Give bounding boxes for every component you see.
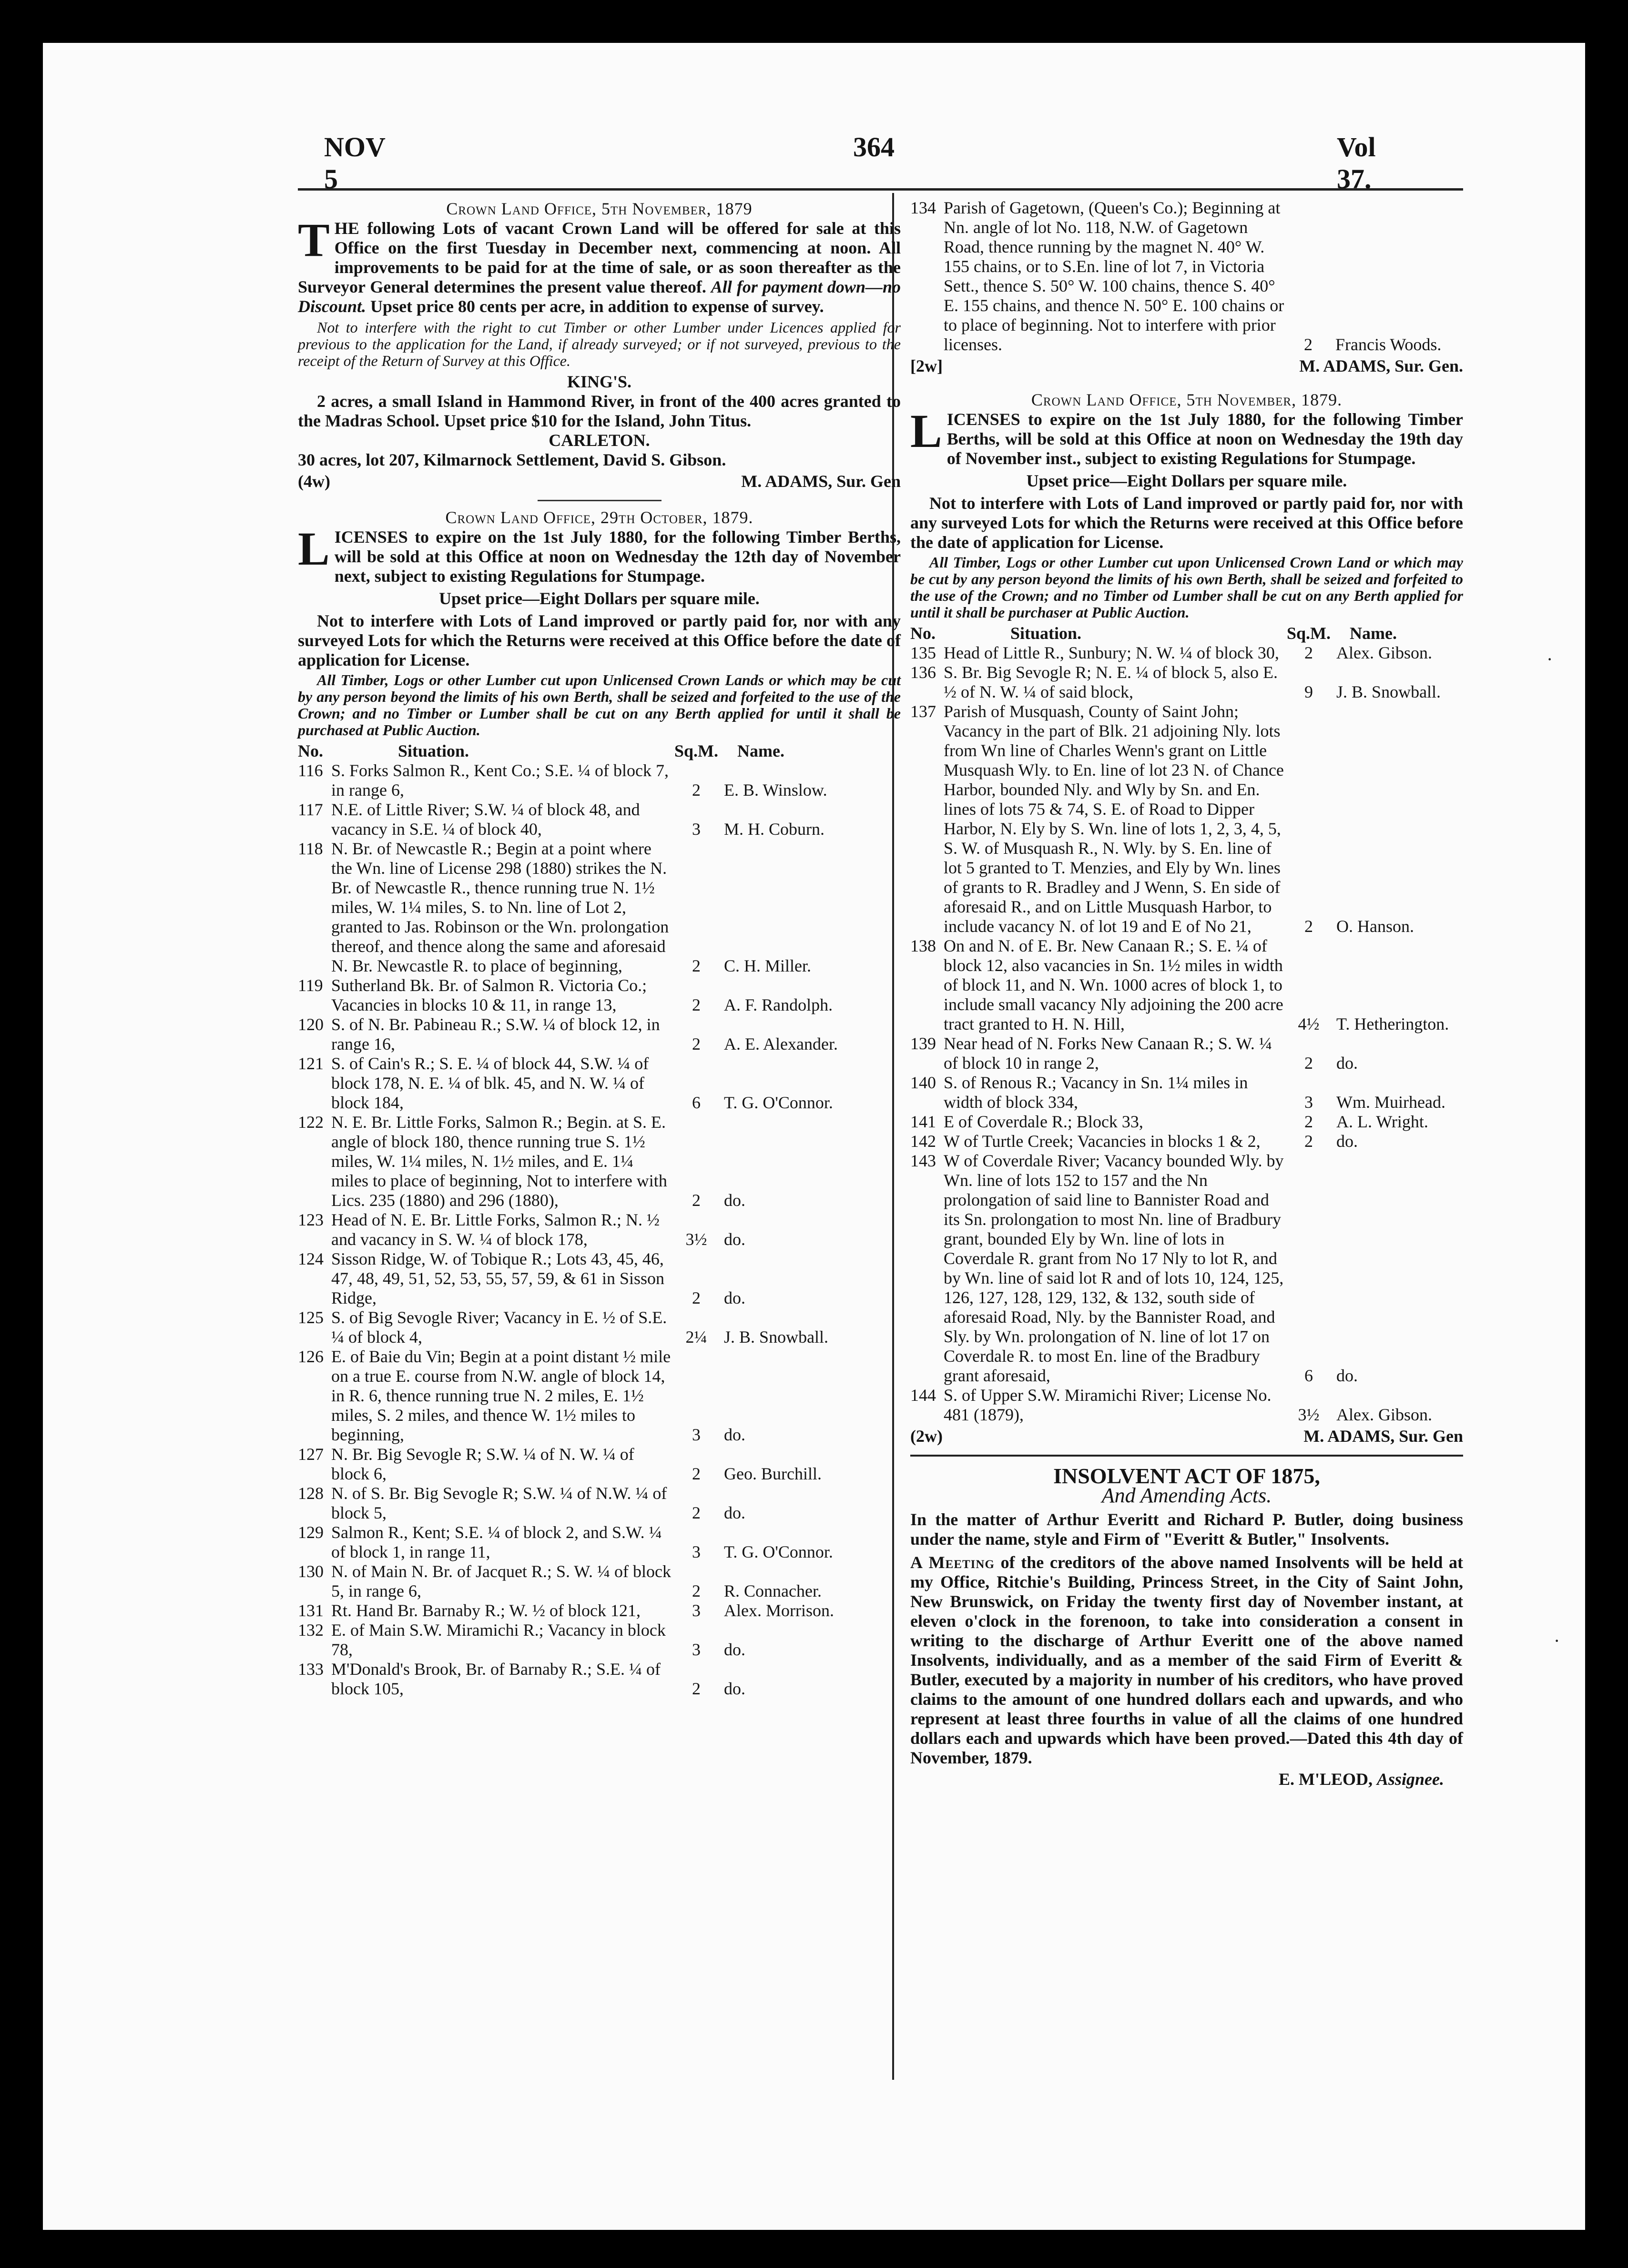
notice-land-sale-body-end: Upset price 80 cents per acre, in addition to expense of survey.: [370, 297, 824, 316]
notice-timber-nov-body: ICENSES to expire on the 1st July 1880, for the following Timber Berths, will be sold at this Office at noon on Wednesday the 19th day of November inst., subject to existing Regulations for Stumpage.: [946, 410, 1463, 468]
county-kings: KING'S.: [567, 372, 632, 391]
notice-timber-oct-upset: Upset price—Eight Dollars per square mile.: [439, 589, 760, 608]
table-row: [298, 800, 901, 839]
page-number: 364: [853, 132, 895, 162]
notice-timber-nov-interfere: Not to interfere with Lots of Land improved or partly paid for, nor with any surveyed Lots for which the Returns were received at this Office before the date of application for License.: [910, 494, 1463, 552]
table-row: [910, 936, 1463, 1034]
notice-timber-nov-italic-note: All Timber, Logs or other Lumber cut upon Unlicensed Crown Land or which may be cut by any person beyond the limits of his own Berth, shall be seized and forfeited to the use of the Crown; and no Timber od Lumber shall be cut on any Berth applied for until it shall be purchaser at Public Auction.: [910, 554, 1463, 621]
notice-timber-oct-insertion: [2w]: [910, 356, 943, 375]
berth-name: do.: [1336, 1132, 1358, 1151]
berth-name: do.: [1336, 1053, 1358, 1073]
berth-name: Wm. Muirhead.: [1336, 1093, 1445, 1112]
berth-sq-miles: 3: [1304, 1093, 1313, 1112]
table-header-row: [910, 624, 1463, 643]
berth-number: 127: [298, 1445, 324, 1464]
berth-sq-miles: 6: [1304, 1366, 1313, 1385]
berth-number: 135: [910, 643, 936, 662]
table-row: [298, 1054, 901, 1113]
berth-number: 119: [298, 976, 323, 995]
berth-number: 133: [298, 1660, 324, 1679]
header-date: NOV 5: [324, 132, 385, 194]
berth-sq-miles: 3½: [1298, 1405, 1320, 1424]
berth-name: Francis Woods.: [1335, 335, 1442, 354]
berth-number: 139: [910, 1034, 936, 1053]
berth-sq-miles: 2: [692, 1288, 701, 1307]
column-header-situation: Situation.: [1010, 624, 1082, 643]
berth-sq-miles: 2: [692, 1191, 701, 1210]
table-row: [910, 702, 1463, 936]
table-row: [298, 1620, 901, 1660]
column-header-name: Name.: [737, 741, 784, 760]
notice-timber-oct-signature: M. ADAMS, Sur. Gen.: [1299, 356, 1463, 375]
berth-name: do.: [724, 1640, 746, 1659]
berth-sq-miles: 2: [1304, 1112, 1313, 1131]
berth-number: 122: [298, 1113, 324, 1132]
berth-sq-miles: 2: [692, 1679, 701, 1698]
table-row: [910, 663, 1463, 702]
table-row: [298, 1015, 901, 1054]
berth-number: 129: [298, 1523, 324, 1542]
insolvent-meeting-lead: A Meeting: [910, 1553, 995, 1572]
berth-number: 126: [298, 1347, 324, 1366]
notice-timber-nov: [886, 390, 1463, 1446]
berth-name: Alex. Morrison.: [724, 1601, 834, 1620]
berth-situation: Salmon R., Kent; S.E. ¼ of block 2, and S.W. ¼ of block 1, in range 11,: [331, 1523, 662, 1561]
insolvent-subtitle: And Amending Acts.: [1101, 1484, 1272, 1507]
berth-sq-miles: 2: [692, 1581, 701, 1600]
berth-number: 117: [298, 800, 323, 819]
berth-number: 132: [298, 1620, 324, 1640]
berth-sq-miles: 3: [692, 1601, 701, 1620]
berth-name: E. B. Winslow.: [724, 780, 827, 800]
notice-timber-nov-dropcap: L: [910, 405, 942, 457]
table-row: [298, 1445, 901, 1484]
berth-number: 143: [910, 1151, 936, 1170]
notice-land-sale-office-date: Crown Land Office, 5th November, 1879: [446, 199, 753, 218]
berth-situation: S. of N. Br. Pabineau R.; S.W. ¼ of block 12, in range 16,: [331, 1015, 660, 1053]
section-rule: [538, 500, 661, 501]
table-row: [910, 1073, 1463, 1112]
scan-speck: ·: [1547, 648, 1553, 670]
berth-number: 125: [298, 1308, 324, 1327]
berth-name: J. B. Snowball.: [724, 1327, 829, 1347]
berth-name: T. Hetherington.: [1336, 1014, 1449, 1033]
column-header-sq: Sq.M.: [1287, 624, 1331, 643]
berth-situation: S. of Cain's R.; S. E. ¼ of block 44, S.W. ¼ of block 178, N. E. ¼ of blk. 45, and N. W. ¼ of block 184,: [331, 1054, 649, 1112]
berth-number: 131: [298, 1601, 324, 1620]
berth-number: 137: [910, 702, 936, 721]
column-header-name: Name.: [1350, 624, 1397, 643]
scan-speck: ·: [1554, 1630, 1560, 1651]
county-carleton: CARLETON.: [549, 431, 650, 450]
berth-name: T. G. O'Connor.: [724, 1542, 833, 1561]
notice-land-sale-insertion: (4w): [298, 472, 330, 491]
berth-situation: N. Br. Big Sevogle R; S.W. ¼ of N. W. ¼ of block 6,: [331, 1445, 634, 1483]
table-row: [298, 839, 901, 976]
berth-number: 124: [298, 1249, 324, 1268]
berth-situation: N.E. of Little River; S.W. ¼ of block 48, and vacancy in S.E. ¼ of block 40,: [331, 800, 640, 839]
table-row: [910, 1132, 1463, 1151]
berth-situation: Sisson Ridge, W. of Tobique R.; Lots 43, 45, 46, 47, 48, 49, 51, 52, 53, 55, 57, 59, & 61 in Sisson Ridge,: [331, 1249, 665, 1307]
notice-timber-nov-insertion: (2w): [910, 1427, 943, 1446]
berth-sq-miles: 6: [692, 1093, 701, 1112]
lot-carleton: 30 acres, lot 207, Kilmarnock Settlement, David S. Gibson.: [298, 450, 726, 469]
berth-number: 134: [910, 198, 936, 217]
berth-situation: On and N. of E. Br. New Canaan R.; S. E. ¼ of block 12, also vacancies in Sn. 1½ miles in width of block 11, and N. Wn. 1000 acres of block 1, to include small vacancy Nly adjoining the 200 acre tract granted to H. N. Hill,: [944, 936, 1283, 1033]
column-header-sq: Sq.M.: [674, 741, 719, 760]
berth-number: 120: [298, 1015, 324, 1034]
timber-berths-oct-table: [298, 741, 901, 1699]
berth-sq-miles: 2: [692, 780, 701, 800]
berth-situation: Parish of Gagetown, (Queen's Co.); Beginning at Nn. angle of lot No. 118, N.W. of Gagetown Road, thence running by the magnet N. 40° W. 155 chains, or to S.En. line of lot 7, in Victoria Sett., thence S. 50° W. 100 chains, thence S. 40° E. 155 chains, and thence N. 50° E. 100 chains or to place of beginning. Not to interfere with prior licenses.: [944, 198, 1284, 354]
table-row: [298, 976, 901, 1015]
table-row: [298, 1347, 901, 1445]
berth-situation: W of Turtle Creek; Vacancies in blocks 1 & 2,: [944, 1132, 1261, 1151]
column-header-no: No.: [298, 741, 323, 760]
berth-situation: Head of Little R., Sunbury; N. W. ¼ of block 30,: [944, 643, 1279, 662]
berth-number: 138: [910, 936, 936, 955]
berth-name: A. F. Randolph.: [724, 995, 833, 1014]
berth-situation: N. E. Br. Little Forks, Salmon R.; Begin. at S. E. angle of block 180, thence running true S. 1½ miles, W. 1¼ miles, N. 1½ miles, and E. 1¼ miles to place of beginning, Not to interfere with Lics. 235 (1880) and 296 (1880),: [331, 1113, 667, 1210]
berth-name: do.: [724, 1679, 746, 1698]
berth-name: J. B. Snowball.: [1336, 682, 1441, 701]
table-header-row: [298, 741, 901, 761]
berth-number: 136: [910, 663, 936, 682]
berth-sq-miles: 3½: [685, 1230, 707, 1249]
notice-timber-oct-italic-note: All Timber, Logs or other Lumber cut upon Unlicensed Crown Lands or which may be cut by any person beyond the limits of his own Berth, shall be seized and forfeited to the use of the Crown; and no Timber or Lumber shall be cut on any Berth applied for until it shall be purchased at Public Auction.: [298, 671, 901, 739]
lot-kings: 2 acres, a small Island in Hammond River, in front of the 400 acres granted to the Madras School. Upset price $10 for the Island, John Titus.: [298, 392, 901, 430]
right-column: [886, 195, 1463, 1789]
berth-name: Geo. Burchill.: [724, 1464, 822, 1483]
berth-number: 121: [298, 1054, 324, 1073]
notice-land-sale-dropcap: T: [298, 213, 330, 266]
table-row: [298, 1562, 901, 1601]
berth-sq-miles: 9: [1304, 682, 1313, 701]
berth-situation: S. of Big Sevogle River; Vacancy in E. ½ of S.E. ¼ of block 4,: [331, 1308, 667, 1347]
berth-sq-miles: 3: [692, 820, 701, 839]
berth-number: 130: [298, 1562, 324, 1581]
berth-sq-miles: 2: [692, 1034, 701, 1053]
table-row: [298, 1210, 901, 1249]
timber-berths-oct-table-continued: [910, 198, 1463, 354]
table-row: [298, 1113, 901, 1210]
berth-name: T. G. O'Connor.: [724, 1093, 833, 1112]
berth-number: 142: [910, 1132, 936, 1151]
notice-land-sale-italic-note: Not to interfere with the right to cut Timber or other Lumber under Licences applied for previous to the application for the Land, if already surveyed; or if not surveyed, previous to the receipt of the Return of Survey at this Office.: [298, 319, 901, 369]
berth-situation: Rt. Hand Br. Barnaby R.; W. ½ of block 121,: [331, 1601, 641, 1620]
volume-number: Vol 37.: [1337, 132, 1376, 194]
berth-number: 118: [298, 839, 323, 858]
notice-land-sale: [298, 199, 901, 491]
berth-name: A. L. Wright.: [1336, 1112, 1428, 1131]
notice-timber-nov-upset: Upset price—Eight Dollars per square mile.: [1026, 471, 1347, 490]
table-row: [910, 1112, 1463, 1132]
insolvent-signer: E. M'LEOD,: [1278, 1770, 1373, 1789]
header-rule: [298, 188, 1463, 191]
berth-situation: N. of Main N. Br. of Jacquet R.; S. W. ¼ of block 5, in range 6,: [331, 1562, 671, 1600]
notice-timber-oct-dropcap: L: [298, 522, 330, 575]
berth-situation: Head of N. E. Br. Little Forks, Salmon R.; N. ½ and vacancy in S. W. ¼ of block 178,: [331, 1210, 660, 1249]
insolvent-matter: In the matter of Arthur Everitt and Richard P. Butler, doing business under the name, style and Firm of "Everitt & Butler," Insolvents.: [910, 1510, 1463, 1549]
berth-situation: S. of Renous R.; Vacancy in Sn. 1¼ miles in width of block 334,: [944, 1073, 1248, 1112]
berth-name: do.: [724, 1230, 746, 1249]
berth-sq-miles: 2: [692, 995, 701, 1014]
berth-sq-miles: 3: [692, 1542, 701, 1561]
notice-timber-oct-interfere: Not to interfere with Lots of Land improved or partly paid for, nor with any surveyed Lots for which the Returns were received at this Office before the date of application for License.: [298, 611, 901, 669]
table-row: [298, 1660, 901, 1699]
insolvent-signer-title: Assignee.: [1376, 1770, 1444, 1789]
table-row: [910, 1034, 1463, 1073]
column-header-situation: Situation.: [398, 741, 469, 760]
berth-situation: E. of Baie du Vin; Begin at a point distant ½ mile on a true E. course from N.W. angle of block 14, in R. 6, thence running true N. 2 miles, E. 1½ miles, S. 2 miles, and thence W. 1½ miles to beginning,: [331, 1347, 671, 1444]
berth-name: Alex. Gibson.: [1336, 1405, 1433, 1424]
left-column: [298, 195, 901, 1707]
berth-name: R. Connacher.: [724, 1581, 822, 1600]
berth-situation: S. Forks Salmon R., Kent Co.; S.E. ¼ of block 7, in range 6,: [331, 761, 669, 800]
berth-name: do.: [724, 1425, 746, 1444]
table-row: [910, 198, 1463, 354]
table-row: [298, 1308, 901, 1347]
berth-number: 128: [298, 1484, 324, 1503]
berth-sq-miles: 2¼: [685, 1327, 707, 1347]
berth-situation: E. of Main S.W. Miramichi R.; Vacancy in block 78,: [331, 1620, 666, 1659]
notice-timber-oct-office-date: Crown Land Office, 29th October, 1879.: [445, 508, 753, 527]
berth-situation: W of Coverdale River; Vacancy bounded Wly. by Wn. line of lots 152 to 157 and the Nn prolongation of said line to Bannister Road and its Sn. prolongation to most Nn. line of Bradbury grant, bounded Ely by Wn. line of lots in Coverdale R. grant from No 17 Nly to lot R, and by Wn. line of said lot R and of lots 10, 124, 125, 126, 127, 128, 129, 132, & 132, south side of aforesaid Road, Nly. by the Bannister Road, and Sly. by Wn. prolongation of N. line of lot 17 on Coverdale R. to most En. line of the Bradbury grant aforesaid,: [944, 1151, 1284, 1385]
berth-situation: Sutherland Bk. Br. of Salmon R. Victoria Co.; Vacancies in blocks 10 & 11, in range 13,: [331, 976, 647, 1014]
notice-land-sale-signature: M. ADAMS, Sur. Gen: [741, 472, 901, 491]
notice-timber-oct-continued: [886, 198, 1463, 376]
berth-number: 123: [298, 1210, 324, 1229]
berth-name: O. Hanson.: [1336, 917, 1414, 936]
berth-situation: S. of Upper S.W. Miramichi River; License No. 481 (1879),: [944, 1386, 1272, 1424]
berth-number: 144: [910, 1386, 936, 1405]
scanned-page: [43, 43, 1585, 2230]
notice-land-sale-body: HE following Lots of vacant Crown Land will be offered for sale at this Office on the first Tuesday in December next, commencing at noon. All improvements to be paid for at the time of sale, or as soon thereafter as the Surveyor General determines the present value thereof.: [298, 219, 901, 296]
berth-situation: S. Br. Big Sevogle R; N. E. ¼ of block 5, also E. ½ of N. W. ¼ of said block,: [944, 663, 1278, 701]
berth-sq-miles: 2: [1304, 1053, 1313, 1073]
berth-situation: M'Donald's Brook, Br. of Barnaby R.; S.E. ¼ of block 105,: [331, 1660, 661, 1698]
berth-name: A. E. Alexander.: [724, 1034, 838, 1053]
notice-timber-oct-body: ICENSES to expire on the 1st July 1880, for the following Timber Berths, will be sold at this Office at noon on Wednesday the 12th day of November next, subject to existing Regulations for Stumpage.: [334, 527, 901, 586]
berth-sq-miles: 2: [1304, 335, 1313, 354]
table-row: [910, 1386, 1463, 1425]
insolvent-rule: [910, 1455, 1463, 1457]
berth-situation: N. of S. Br. Big Sevogle R; S.W. ¼ of N.W. ¼ of block 5,: [331, 1484, 667, 1522]
berth-number: 141: [910, 1112, 936, 1131]
berth-number: 140: [910, 1073, 936, 1092]
berth-name: M. H. Coburn.: [724, 820, 825, 839]
berth-name: C. H. Miller.: [724, 956, 812, 975]
berth-situation: Near head of N. Forks New Canaan R.; S. W. ¼ of block 10 in range 2,: [944, 1034, 1272, 1073]
berth-sq-miles: 2: [692, 956, 701, 975]
notice-insolvent: [886, 1466, 1463, 1789]
berth-situation: E of Coverdale R.; Block 33,: [944, 1112, 1143, 1131]
berth-name: do.: [724, 1191, 746, 1210]
table-row: [298, 1484, 901, 1523]
table-row: [298, 761, 901, 800]
table-row: [298, 1523, 901, 1562]
berth-sq-miles: 2: [692, 1464, 701, 1483]
berth-sq-miles: 2: [692, 1503, 701, 1522]
insolvent-title: INSOLVENT ACT OF 1875,: [1053, 1464, 1320, 1488]
notice-land-sale-body-italic: All for payment down—no Discount.: [298, 277, 901, 316]
notice-timber-oct: [298, 508, 901, 1699]
berth-number: 116: [298, 761, 323, 780]
notice-timber-nov-signature: M. ADAMS, Sur. Gen: [1303, 1427, 1463, 1446]
timber-berths-nov-table: [910, 624, 1463, 1425]
table-row: [298, 1601, 901, 1620]
column-header-no: No.: [910, 624, 936, 643]
insolvent-body: of the creditors of the above named Insolvents will be held at my Office, Ritchie's Building, Princess Street, in the City of Saint John, New Brunswick, on Friday the twenty first day of November instant, at eleven o'clock in the forenoon, to take into consideration a consent in writing to the discharge of Arthur Everitt one of the above named Insolvents, individually, and as a member of the said Firm of Everitt & Butler, executed by a majority in number of his creditors, who have proved claims to the amount of one hundred dollars each and upwards, and who represent at least three fourths in value of all the claims of one hundred dollars each and upwards which have been proved.—Dated this 4th day of November, 1879.: [910, 1553, 1464, 1767]
berth-situation: Parish of Musquash, County of Saint John; Vacancy in the part of Blk. 21 adjoining Nly. lots from Wn line of Charles Wenn's grant on Little Musquash Wly. to En. line of lot 23 N. of Chance Harbor, bounded Nly. and Wly by Sn. and En. lines of lots 75 & 74, S. E. of Road to Dipper Harbor, N. Ely by S. Wn. line of lots 1, 2, 3, 4, 5, S. W. of Musquash R., N. Wly. by S. En. line of lot 5 granted to T. Menzies, and Ely by Wn. lines of grants to R. Bradley and J Wenn, S. En side of aforesaid R., and on Little Musquash Harbor, to include vacancy N. of lot 19 and E of No 21,: [944, 702, 1284, 936]
berth-name: do.: [724, 1288, 746, 1307]
notice-timber-nov-office-date: Crown Land Office, 5th November, 1879.: [1031, 390, 1343, 409]
table-row: [298, 1249, 901, 1308]
berth-name: Alex. Gibson.: [1336, 643, 1433, 662]
berth-name: do.: [724, 1503, 746, 1522]
berth-sq-miles: 2: [1304, 1132, 1313, 1151]
berth-sq-miles: 2: [1304, 917, 1313, 936]
berth-sq-miles: 2: [1304, 643, 1313, 662]
berth-sq-miles: 4½: [1298, 1014, 1320, 1033]
table-row: [910, 643, 1463, 663]
berth-situation: N. Br. of Newcastle R.; Begin at a point where the Wn. line of License 298 (1880) strikes the N. Br. of Newcastle R., thence running true N. 1½ miles, W. 1¼ miles, S. to Nn. line of Lot 2, granted to Jas. Robinson or the Wn. prolongation thereof, and thence along the same and aforesaid N. Br. Newcastle R. to place of beginning,: [331, 839, 669, 975]
berth-sq-miles: 3: [692, 1425, 701, 1444]
berth-name: do.: [1336, 1366, 1358, 1385]
table-row: [910, 1151, 1463, 1386]
berth-sq-miles: 3: [692, 1640, 701, 1659]
